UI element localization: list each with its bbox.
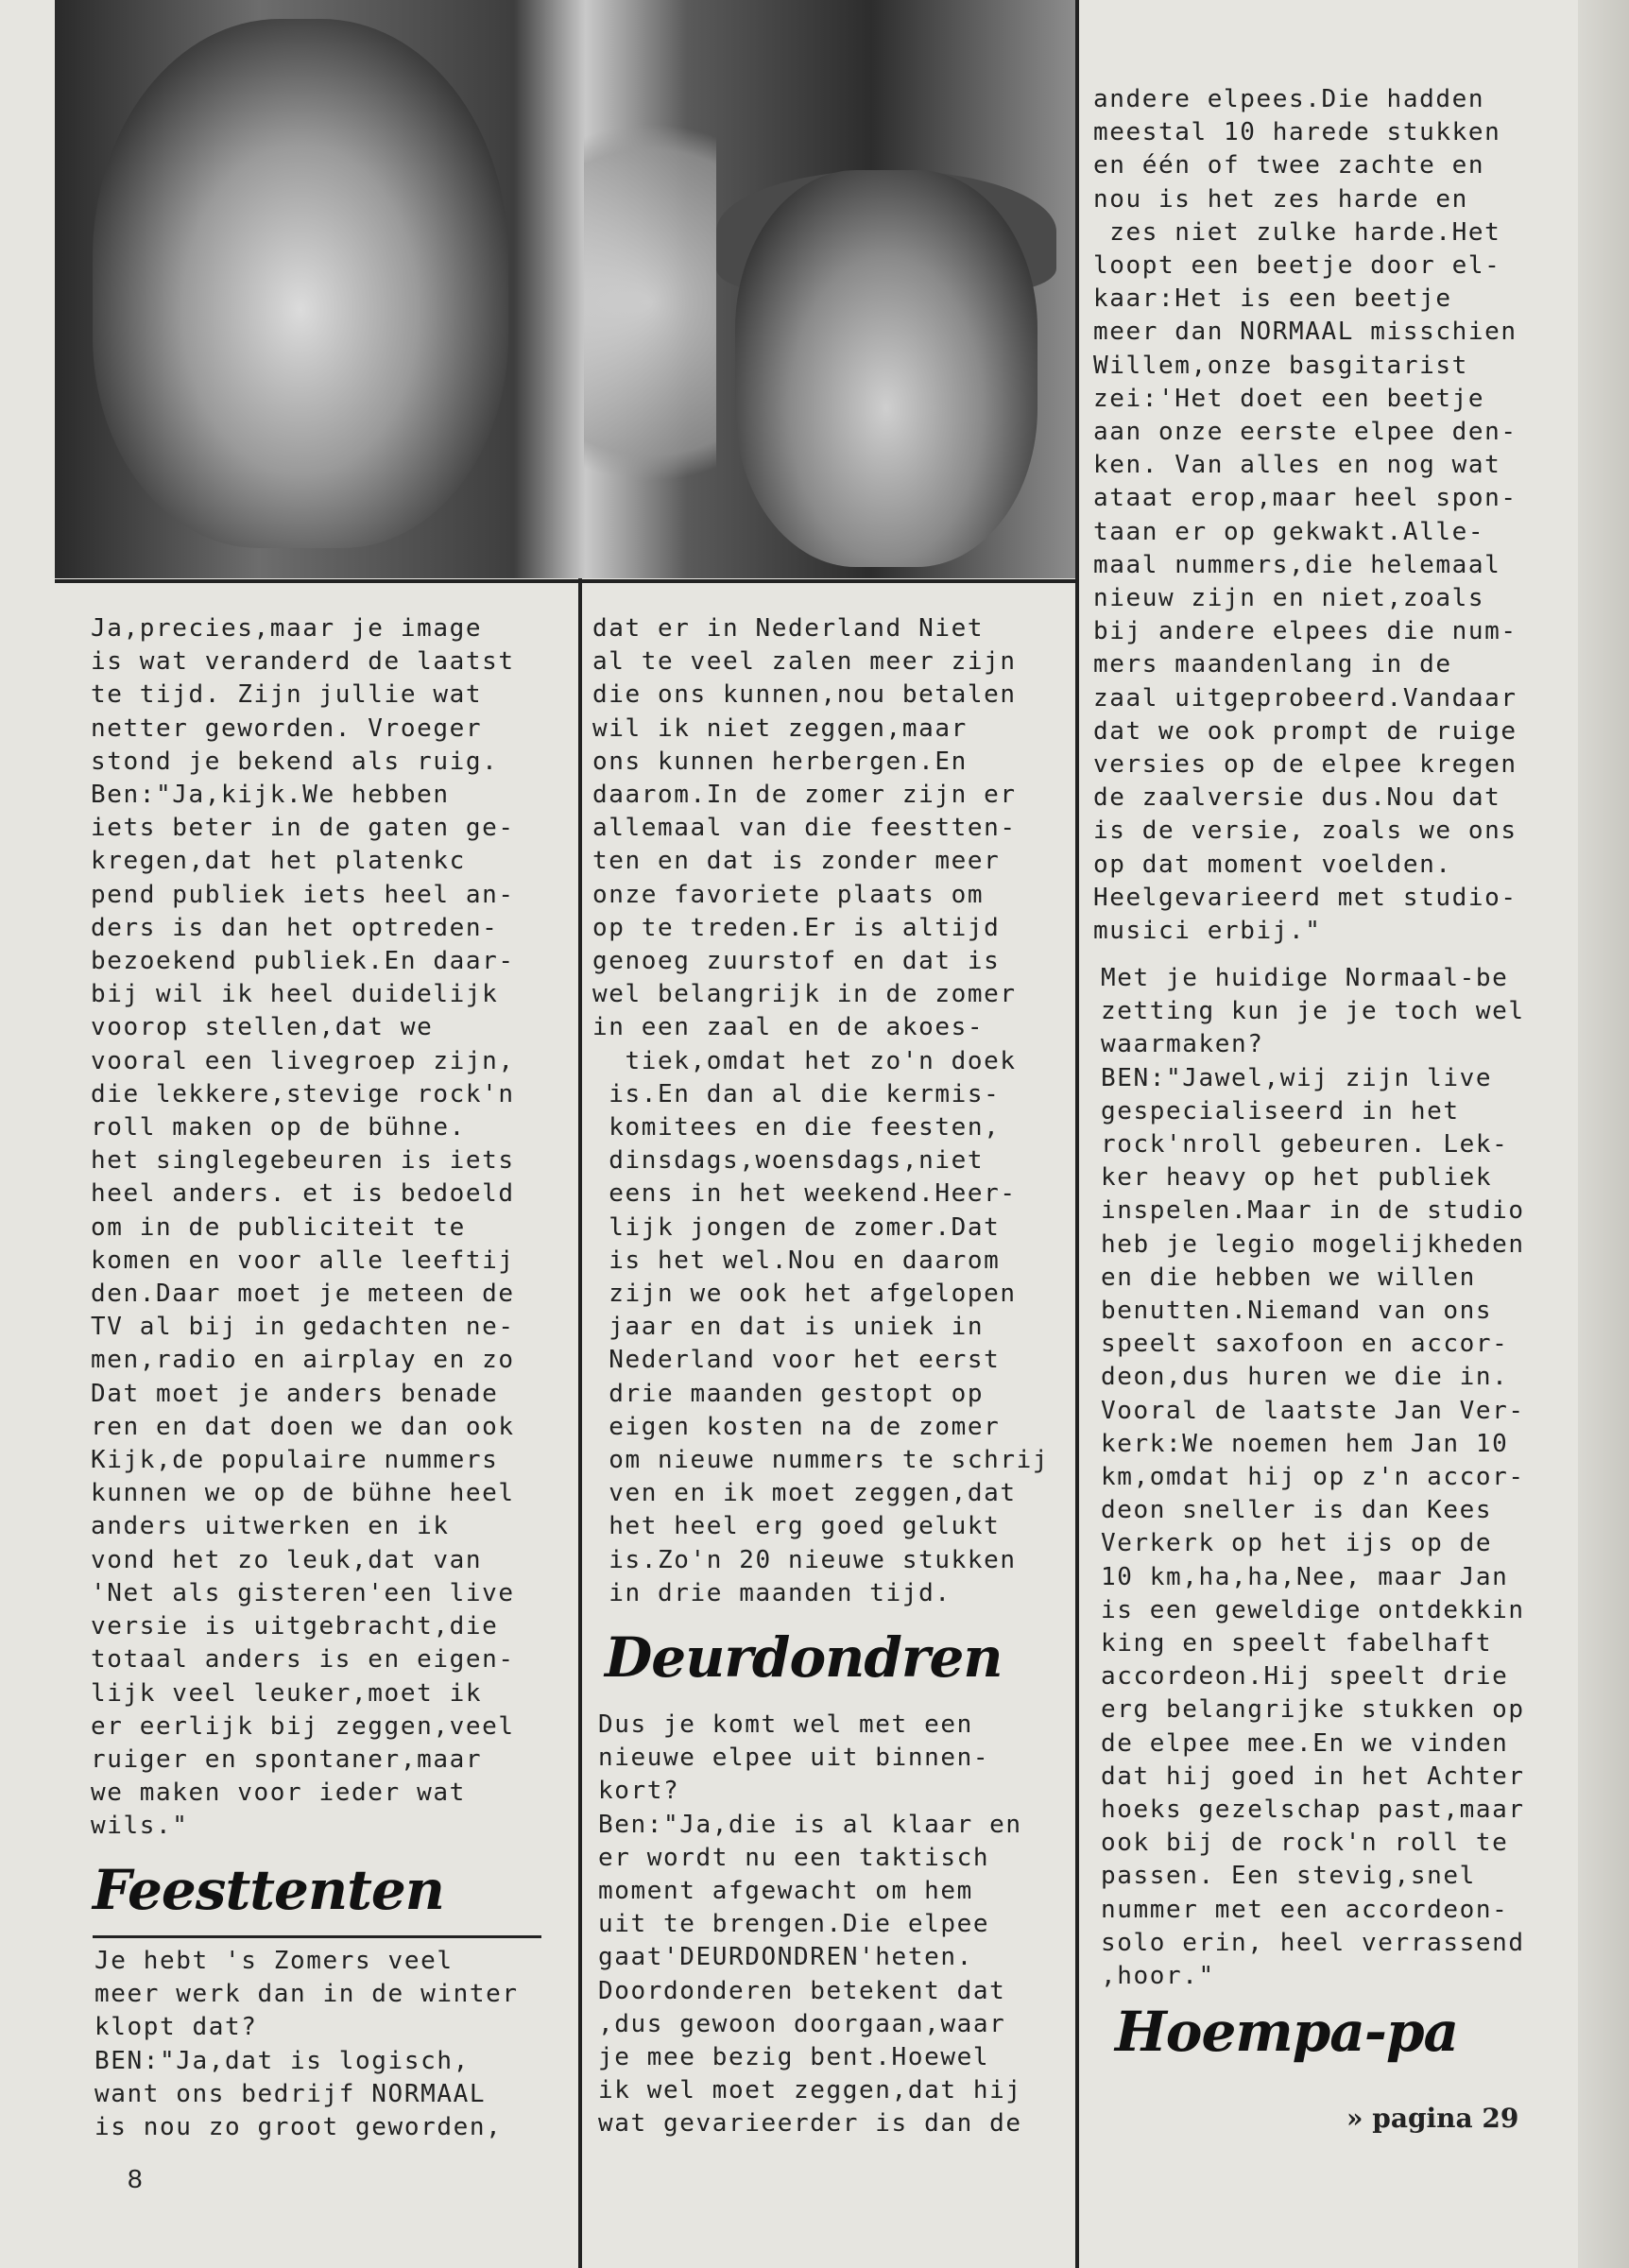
column-divider-right — [1075, 0, 1079, 2268]
heading-feesttenten: Feesttenten — [93, 1858, 444, 1922]
heading-hoempa-pa: Hoempa-pa — [1115, 2000, 1459, 2064]
column-3-text-2: Met je huidige Normaal-be zetting kun je je toch wel waarmaken? BEN:"Jawel,wij zijn live gespecialiseerd in het rock'nroll gebeuren. Lek- ker heavy op het publiek inspelen.Maar in de studio heb je legio mogelijkheden en die hebben we willen benutten.Niemand van ons speelt saxofoon en accor- deon,dus huren we die in. Vooral de laatste Jan Ver- kerk:We noemen hem Jan 10 km,omdat hij op z'n accor- deon sneller is dan Kees Verkerk op het ijs op de 10 km,ha,ha,Nee, maar Jan is een geweldige ontdekkin king en speelt fabelhaft accordeon.Hij speelt drie erg belangrijke stukken op de elpee mee.En we vinden dat hij goed in het Achter hoeks gezelschap past,maar ook bij de rock'n roll te passen. Een stevig,snel nummer met een accordeon- solo erin, heel verrassend ,hoor." — [1101, 964, 1525, 1991]
column-divider-left — [578, 578, 582, 2268]
column-3-text: andere elpees.Die hadden meestal 10 harede stukken en één of twee zachte en nou is het zes harde en zes niet zulke harde.Het loopt een beetje door el- kaar:Het is een beetje meer dan NORMAAL misschien Willem,onze basgitarist zei:'Het doet een beetje aan onze eerste elpee den- ken. Van alles en nog wat ataat erop,maar heel spon- taan er op gekwakt.Alle- maal nummers,die helemaal nieuw zijn en niet,zoals bij andere elpees die num- mers maandenlang in de zaal uitgeprobeerd.Vandaar dat we ook prompt de ruige versies op de elpee kregen de zaalversie dus.Nou dat is de versie, zoals we ons op dat moment voelden. Heelgevarieerd met studio- musici erbij." — [1093, 85, 1518, 946]
column-1-text: Ja,precies,maar je image is wat veranderd de laatst te tijd. Zijn jullie wat netter geworden. Vroeger stond je bekend als ruig. Ben:"Ja,kijk.We hebben iets beter in de gaten ge- kregen,dat het platenkc pend publiek iets heel an- ders is dan het optreden- bezoekend publiek.En daar- bij wil ik heel duidelijk voorop stellen,dat we vooral een livegroep zijn, die lekkere,stevige rock'n roll maken op de bühne. het singlegebeuren is iets heel anders. et is bedoeld om in de publiciteit te komen en voor alle leeftij den.Daar moet je meteen de TV al bij in gedachten ne- men,radio en airplay en zo Dat moet je anders benade ren en dat doen we dan ook Kijk,de populaire nummers kunnen we op de bühne heel anders uitwerken en ik vond het zo leuk,dat van 'Net als gisteren'een live versie is uitgebracht,die totaal anders is en eigen- lijk veel leuker,moet ik er eerlijk bij zeggen,veel ruiger en spontaner,maar we maken voor ieder wat wils." — [91, 614, 515, 1841]
photo-person-right — [735, 170, 1037, 567]
page-edge — [1578, 0, 1629, 2268]
column-1-text-2: Je hebt 's Zomers veel meer werk dan in de winter klopt dat? BEN:"Ja,dat is logisch, want ons bedrijf NORMAAL is nou zo groot geworden, — [94, 1947, 519, 2142]
page-number: 8 — [128, 2164, 143, 2193]
photo-background-tree — [584, 57, 716, 548]
heading-deurdondren: Deurdondren — [605, 1625, 1003, 1690]
column-2-text: dat er in Nederland Niet al te veel zalen meer zijn die ons kunnen,nou betalen wil ik niet zeggen,maar ons kunnen herbergen.En daarom.In de zomer zijn er allemaal van die feestten- ten en dat is zonder meer onze favoriete plaats om op te treden.Er is altijd genoeg zuurstof en dat is wel belangrijk in de zomer in een zaal en de akoes- tiek,omdat het zo'n doek is.En dan al die kermis- komitees en die feesten, dinsdags,woensdags,niet eens in het weekend.Heer- lijk jongen de zomer.Dat is het wel.Nou en daarom zijn we ook het afgelopen jaar en dat is uniek in Nederland voor het eerst drie maanden gestopt op eigen kosten na de zomer om nieuwe nummers te schrij ven en ik moet zeggen,dat het heel erg goed gelukt is.Zo'n 20 nieuwe stukken in drie maanden tijd. — [592, 614, 1050, 1607]
column-2-text-2: Dus je komt wel met een nieuwe elpee uit binnen- kort? Ben:"Ja,die is al klaar en er wordt nu een taktisch moment afgewacht om hem uit te brengen.Die elpee gaat'DEURDONDREN'heten. Doordonderen betekent dat ,dus gewoon doorgaan,waar je mee bezig bent.Hoewel ik wel moet zeggen,dat hij wat gevarieerder is dan de — [598, 1710, 1022, 2139]
continued-on-page: » pagina 29 — [1346, 2103, 1519, 2134]
band-photo — [55, 0, 1075, 578]
photo-bottom-rule — [55, 579, 1075, 583]
photo-person-left — [93, 19, 508, 548]
heading-feesttenten-underline — [93, 1935, 541, 1938]
